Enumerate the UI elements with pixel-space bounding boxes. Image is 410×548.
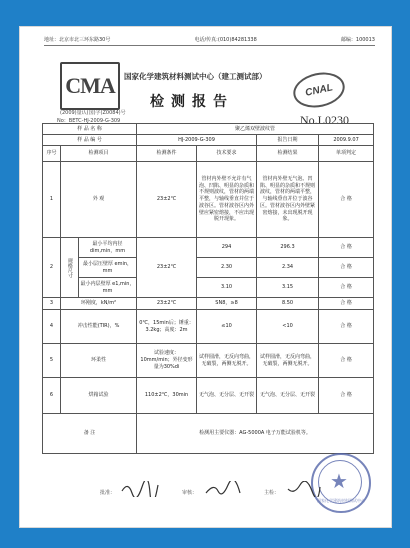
row-requirement: 管材内外壁不允许有气泡、凹陷、明显的杂质和不规则波纹，管材的两端平整，与轴线垂直并位于波谷区。管材波谷区内外壁应紧密熔接，不应出现脱开现象。 xyxy=(197,162,257,238)
certificate-number: (2009)量认(国)字(Z0084)号 xyxy=(60,110,126,116)
row-requirement: 3.10 xyxy=(197,278,257,298)
reviewer-signature xyxy=(204,481,242,497)
report-title: 检测报告 xyxy=(150,94,234,110)
row-item: 烘箱试验 xyxy=(61,378,137,414)
row-no: 6 xyxy=(43,378,61,414)
row-no: 4 xyxy=(43,310,61,344)
row-result: 试样圆滑，无反向弯曲，无破裂，两侧无脱开。 xyxy=(257,344,319,378)
row-item: 规格尺寸 xyxy=(61,238,79,298)
sub-item-label: 最小平均内径 dim,min，mm xyxy=(79,238,137,258)
col-header-item: 检测项目 xyxy=(61,146,137,162)
approver-signature xyxy=(120,481,160,497)
row-item: 外 观 xyxy=(61,162,137,238)
sub-item-label: 最小内层壁厚 e1,min，mm xyxy=(79,278,137,298)
org-name: 国家化学建筑材料测试中心（建工测试部） xyxy=(124,72,267,81)
table-row xyxy=(43,162,374,238)
table-row xyxy=(43,278,374,298)
report-sheet xyxy=(20,27,391,527)
col-header-result: 检测结果 xyxy=(257,146,319,162)
row-item: 环柔性 xyxy=(61,344,137,378)
row-result: 无气泡、无分层、无开裂 xyxy=(257,378,319,414)
report-date: 2009.9.07 xyxy=(319,135,374,146)
seal-text: 国家化学建筑材料测试中心 xyxy=(317,498,365,503)
row-result: 296.3 xyxy=(257,238,319,258)
row-no: 3 xyxy=(43,298,61,310)
row-result: 3.15 xyxy=(257,278,319,298)
cnal-logo: CNAL xyxy=(290,68,348,112)
row-no: 5 xyxy=(43,344,61,378)
col-header-no: 序号 xyxy=(43,146,61,162)
sample-no: HJ-2009-G-309 xyxy=(137,135,257,146)
col-header-verdict: 单项判定 xyxy=(319,146,374,162)
sub-item-label: 最小层压壁厚 emin，mm xyxy=(79,258,137,278)
table-row xyxy=(43,344,374,378)
row-condition: 0℃，15min后；锤重：3.2kg；高度：2m xyxy=(137,310,197,344)
table-row xyxy=(43,310,374,344)
header-divider xyxy=(44,45,375,46)
row-condition: 23±2℃ xyxy=(137,238,197,298)
sample-name-label: 样 品 名 称 xyxy=(43,124,137,135)
row-verdict: 合 格 xyxy=(319,278,374,298)
header-line xyxy=(44,36,375,43)
row-condition: 23±2℃ xyxy=(137,162,197,238)
tester-signature xyxy=(286,481,322,497)
reviewer-label: 审核： xyxy=(182,490,198,496)
serial-number: No.L0230 xyxy=(300,113,349,127)
row-verdict: 合 格 xyxy=(319,238,374,258)
sample-no-label: 样 品 编 号 xyxy=(43,135,137,146)
row-condition: 23±2℃ xyxy=(137,298,197,310)
row-no: 1 xyxy=(43,162,61,238)
row-result: 2.34 xyxy=(257,258,319,278)
row-no: 2 xyxy=(43,238,61,298)
remarks-text: 检测用主要仪器：AG-5000A 电子万能试验机等。 xyxy=(137,414,374,454)
report-number: No：BETC-HJ-2009-G-309 xyxy=(57,118,121,124)
row-condition: 试验速度：10mm/min；外径变形量为30%di xyxy=(137,344,197,378)
row-requirement: 试样圆滑，无反向弯曲，无破裂，两侧无脱开。 xyxy=(197,344,257,378)
row-result: 管材内外壁无气泡、凹陷、明显的杂质和不规则波纹，管材的两端平整，与轴线垂直并位于波谷区。管材波谷区内外壁紧密熔接，未出现脱开现象。 xyxy=(257,162,319,238)
test-results-table xyxy=(42,123,374,454)
table-row xyxy=(43,378,374,414)
row-verdict: 合 格 xyxy=(319,258,374,278)
row-verdict: 合 格 xyxy=(319,344,374,378)
row-requirement: SN8，≥8 xyxy=(197,298,257,310)
row-requirement: ≤10 xyxy=(197,310,257,344)
row-verdict: 合 格 xyxy=(319,378,374,414)
table-row xyxy=(43,258,374,278)
phone-text: 电话/传真:(010)84281338 xyxy=(194,37,257,43)
tester-label: 主检： xyxy=(264,490,280,496)
row-result: <10 xyxy=(257,310,319,344)
row-verdict: 合 格 xyxy=(319,298,374,310)
col-header-condition: 检测条件 xyxy=(137,146,197,162)
row-item: 环刚度，kN/m² xyxy=(61,298,137,310)
seal-star-icon: ★ xyxy=(330,469,348,493)
sample-name: 聚乙烯双壁波纹管 xyxy=(137,124,374,135)
remarks-label: 备 注 xyxy=(43,414,137,454)
row-verdict: 合 格 xyxy=(319,162,374,238)
row-item: 冲击性能(TIR)，% xyxy=(61,310,137,344)
cma-logo: CMA xyxy=(60,62,120,110)
address-text: 地址：北京市北三环东路30号 xyxy=(44,37,111,43)
table-row xyxy=(43,298,374,310)
row-condition: 110±2℃，30min xyxy=(137,378,197,414)
approver-label: 批准： xyxy=(100,490,116,496)
remarks-row xyxy=(43,414,374,454)
row-requirement: 2.30 xyxy=(197,258,257,278)
table-row xyxy=(43,238,374,258)
row-result: 8.50 xyxy=(257,298,319,310)
row-requirement: 294 xyxy=(197,238,257,258)
row-requirement: 无气泡、无分层、无开裂 xyxy=(197,378,257,414)
report-date-label: 报告日期 xyxy=(257,135,319,146)
row-verdict: 合 格 xyxy=(319,310,374,344)
col-header-requirement: 技术要求 xyxy=(197,146,257,162)
postcode-text: 邮编：100013 xyxy=(340,37,375,43)
